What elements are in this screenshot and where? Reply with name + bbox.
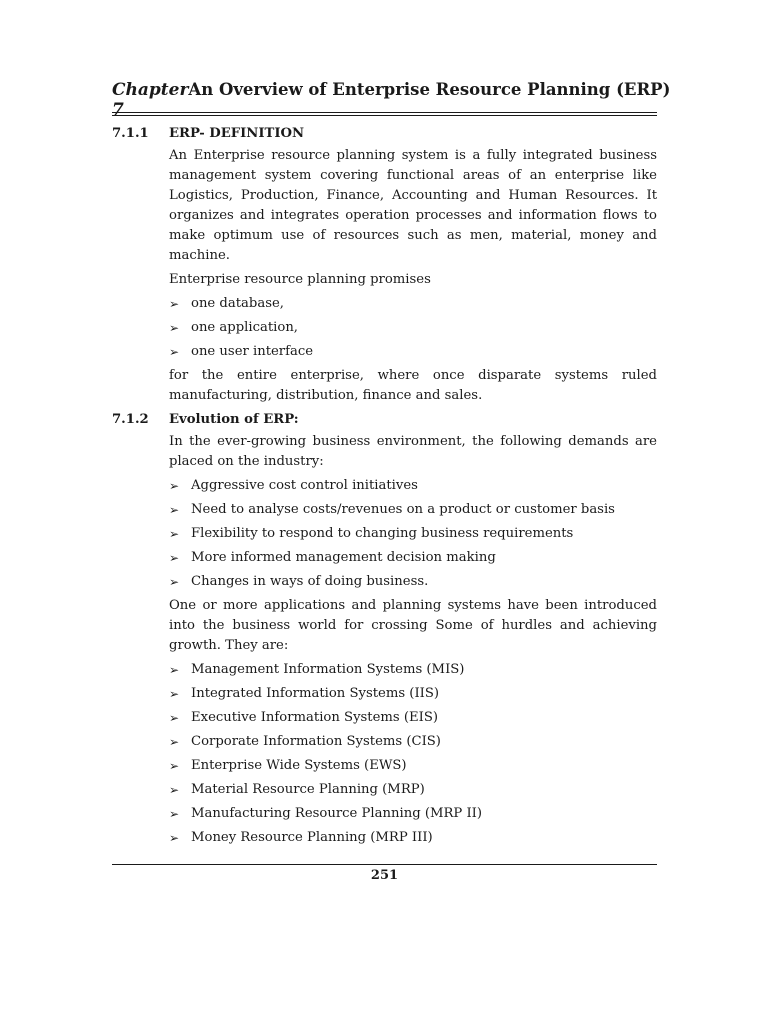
page-number: 251 xyxy=(370,868,399,883)
paragraph: An Enterprise resource planning system is a fully integrated business management system covering functional areas of an enterprise like Logistics, Production, Finance, Accounting and Human Resources. It organizes and integrates operation processes and information flows to make optimum use of resources such as men, material, money and machine. xyxy=(169,148,657,263)
arrow-bullet-icon: ➢ xyxy=(169,321,180,335)
arrow-bullet-icon: ➢ xyxy=(169,831,180,845)
list-item-text: Enterprise Wide Systems (EWS) xyxy=(191,758,407,773)
list-item-text: Material Resource Planning (MRP) xyxy=(191,782,425,797)
section-title: Evolution of ERP: xyxy=(169,412,299,427)
section-number: 7.1.2 xyxy=(112,412,149,427)
section-body-definition xyxy=(169,146,657,406)
bullet-list xyxy=(169,294,657,362)
list-item xyxy=(169,524,657,544)
list-item xyxy=(169,780,657,800)
list-item-text: More informed management decision making xyxy=(191,550,496,565)
arrow-bullet-icon: ➢ xyxy=(169,527,180,541)
list-item xyxy=(169,660,657,680)
list-item xyxy=(169,732,657,752)
list-item-text: Aggressive cost control initiatives xyxy=(191,478,418,493)
arrow-bullet-icon: ➢ xyxy=(169,479,180,493)
arrow-bullet-icon: ➢ xyxy=(169,783,180,797)
page-content xyxy=(112,122,657,852)
chapter-label: Chapter 7 xyxy=(112,80,189,120)
section-title: ERP- DEFINITION xyxy=(169,126,305,141)
section-number: 7.1.1 xyxy=(112,126,149,141)
section-body-evolution xyxy=(169,432,657,848)
list-item xyxy=(169,548,657,568)
arrow-bullet-icon: ➢ xyxy=(169,345,180,359)
paragraph: In the ever-growing business environment, the following demands are placed on the industry: xyxy=(169,434,657,469)
list-item xyxy=(169,684,657,704)
list-item xyxy=(169,500,657,520)
paragraph: One or more applications and planning systems have been introduced into the business world for crossing Some of hurdles and achieving growth. They are: xyxy=(169,598,657,653)
bullet-list xyxy=(169,476,657,592)
list-item-text: Corporate Information Systems (CIS) xyxy=(191,734,441,749)
list-item xyxy=(169,828,657,848)
paragraph: Enterprise resource planning promises xyxy=(169,272,431,287)
list-item-text: Manufacturing Resource Planning (MRP II) xyxy=(191,806,483,821)
arrow-bullet-icon: ➢ xyxy=(169,663,180,677)
chapter-title: An Overview of Enterprise Resource Planning (ERP) xyxy=(188,80,671,99)
arrow-bullet-icon: ➢ xyxy=(169,807,180,821)
header-rule xyxy=(112,112,657,116)
section-heading-evolution xyxy=(112,410,657,430)
arrow-bullet-icon: ➢ xyxy=(169,551,180,565)
list-item-text: Flexibility to respond to changing business requirements xyxy=(191,526,574,541)
list-item-text: Money Resource Planning (MRP III) xyxy=(191,830,433,845)
bullet-list xyxy=(169,660,657,848)
list-item-text: one user interface xyxy=(191,344,314,359)
list-item-text: one database, xyxy=(191,296,284,311)
list-item xyxy=(169,804,657,824)
list-item xyxy=(169,342,657,362)
list-item-text: Need to analyse costs/revenues on a product or customer basis xyxy=(191,502,615,517)
arrow-bullet-icon: ➢ xyxy=(169,759,180,773)
list-item-text: Changes in ways of doing business. xyxy=(191,574,429,589)
footer-rule xyxy=(112,864,657,865)
paragraph: for the entire enterprise, where once disparate systems ruled manufacturing, distribution, finance and sales. xyxy=(169,368,657,403)
list-item xyxy=(169,294,657,314)
list-item xyxy=(169,708,657,728)
arrow-bullet-icon: ➢ xyxy=(169,687,180,701)
list-item xyxy=(169,756,657,776)
list-item-text: Integrated Information Systems (IIS) xyxy=(191,686,440,701)
list-item-text: Executive Information Systems (EIS) xyxy=(191,710,439,725)
list-item xyxy=(169,476,657,496)
list-item-text: one application, xyxy=(191,320,299,335)
arrow-bullet-icon: ➢ xyxy=(169,575,180,589)
arrow-bullet-icon: ➢ xyxy=(169,503,180,517)
arrow-bullet-icon: ➢ xyxy=(169,711,180,725)
list-item xyxy=(169,318,657,338)
section-heading-definition xyxy=(112,124,657,144)
arrow-bullet-icon: ➢ xyxy=(169,297,180,311)
list-item-text: Management Information Systems (MIS) xyxy=(191,662,465,677)
list-item xyxy=(169,572,657,592)
arrow-bullet-icon: ➢ xyxy=(169,735,180,749)
